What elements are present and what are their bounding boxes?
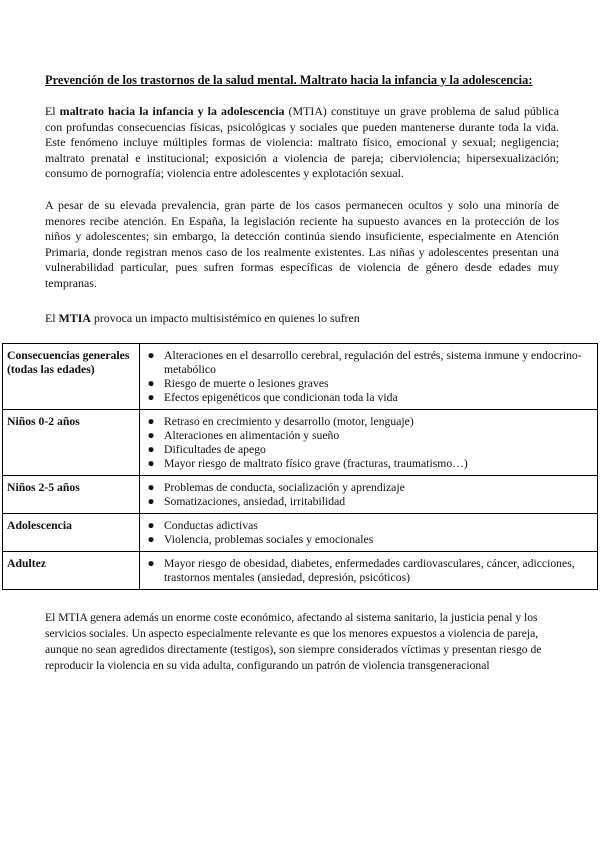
bullet-icon: ● [147, 519, 155, 532]
bullet-list [144, 415, 593, 471]
list-item-text: Violencia, problemas sociales y emocionales [164, 533, 374, 546]
list-item-text: Dificultades de apego [164, 443, 266, 456]
bullet-list [144, 349, 593, 405]
bullet-icon: ● [147, 349, 155, 362]
list-item-text: Mayor riesgo de obesidad, diabetes, enfermedades cardiovasculares, cáncer, adicciones, trastornos mentales (ansiedad, depresión, psicóticos) [164, 557, 575, 584]
list-item [147, 349, 593, 377]
list-item-text: Alteraciones en el desarrollo cerebral, regulación del estrés, sistema inmune y endocrino-metabólico [164, 349, 582, 376]
list-item [147, 443, 593, 457]
list-item [147, 457, 593, 471]
table-row [3, 514, 598, 552]
list-item [147, 377, 593, 391]
bullet-icon: ● [147, 481, 155, 494]
row-items [140, 552, 598, 590]
intro-bold-term: maltrato hacia la infancia y la adolescencia [59, 104, 285, 118]
row-category: Niños 0-2 años [3, 410, 140, 476]
document-title: Prevención de los trastornos de la salud mental. Maltrato hacia la infancia y la adolescencia: [45, 73, 533, 87]
list-item [147, 391, 593, 405]
bullet-icon: ● [147, 443, 155, 456]
impact-intro-paragraph [45, 311, 559, 327]
list-item-text: Conductas adictivas [164, 519, 258, 532]
row-items [140, 476, 598, 514]
table-row [3, 410, 598, 476]
impact-rest: provoca un impacto multisistémico en quienes lo sufren [90, 311, 360, 325]
bullet-icon: ● [147, 495, 155, 508]
table-row [3, 552, 598, 590]
intro-paragraph [45, 104, 559, 182]
bullet-list [144, 481, 593, 509]
consequences-table [2, 343, 598, 590]
list-item-text: Retraso en crecimiento y desarrollo (motor, lenguaje) [164, 415, 414, 428]
intro-lead: El [45, 104, 60, 118]
list-item [147, 429, 593, 443]
bullet-icon: ● [147, 391, 155, 404]
intro-rest: (MTIA) constituye un grave problema de salud pública con profundas consecuencias físicas, psicológicas y sociales que pueden mantenerse durante toda la vida. Este fenómeno incluye múltiples formas de violencia: maltrato físico, emocional y sexual; negligencia; maltrato prenatal e institucional; exposición a violencia de pareja; ciberviolencia; hipersexualización; consumo de pornografía; violencia entre adolescentes y explotación sexual. [45, 104, 559, 181]
row-category: Niños 2-5 años [3, 476, 140, 514]
list-item [147, 557, 593, 585]
bullet-icon: ● [147, 415, 155, 428]
list-item-text: Alteraciones en alimentación y sueño [164, 429, 340, 442]
list-item-text: Riesgo de muerte o lesiones graves [164, 377, 329, 390]
list-item [147, 533, 593, 547]
table-row [3, 344, 598, 410]
list-item-text: Problemas de conducta, socialización y aprendizaje [164, 481, 405, 494]
row-category: Consecuencias generales (todas las edades) [3, 344, 140, 410]
bullet-icon: ● [147, 429, 155, 442]
list-item-text: Efectos epigenéticos que condicionan toda la vida [164, 391, 398, 404]
row-category: Adultez [3, 552, 140, 590]
bullet-list [144, 519, 593, 547]
bullet-list [144, 557, 593, 585]
row-category: Adolescencia [3, 514, 140, 552]
bullet-icon: ● [147, 457, 155, 470]
table-row [3, 476, 598, 514]
impact-lead: El [45, 311, 59, 325]
cost-paragraph: El MTIA genera además un enorme coste económico, afectando al sistema sanitario, la justicia penal y los servicios sociales. Un aspecto especialmente relevante es que los menores expuestos a violencia de pareja, aunque no sean agredidos directamente (testigos), son siempre considerados víctimas y presentan riesgo de reproducir la violencia en su vida adulta, configurando un patrón de violencia transgeneracional [45, 611, 542, 672]
impact-bold-term: MTIA [58, 311, 91, 325]
bullet-icon: ● [147, 557, 155, 570]
row-items [140, 410, 598, 476]
row-items [140, 344, 598, 410]
prevalence-paragraph: A pesar de su elevada prevalencia, gran parte de los casos permanecen ocultos y solo una minoría de menores recibe atención. En España, la legislación reciente ha supuesto avances en la protección de los niños y adolescentes; sin embargo, la detección continúa siendo insuficiente, especialmente en Atención Primaria, donde registran menos caso de los realmente existentes. Las niñas y adolescentes presentan una vulnerabilidad particular, pues sufren formas específicas de violencia de género desde edades muy tempranas. [45, 198, 559, 290]
list-item [147, 495, 593, 509]
list-item-text: Somatizaciones, ansiedad, irritabilidad [164, 495, 346, 508]
bullet-icon: ● [147, 533, 155, 546]
list-item [147, 481, 593, 495]
bullet-icon: ● [147, 377, 155, 390]
row-items [140, 514, 598, 552]
list-item-text: Mayor riesgo de maltrato físico grave (fracturas, traumatismo…) [164, 457, 468, 470]
list-item [147, 519, 593, 533]
list-item [147, 415, 593, 429]
